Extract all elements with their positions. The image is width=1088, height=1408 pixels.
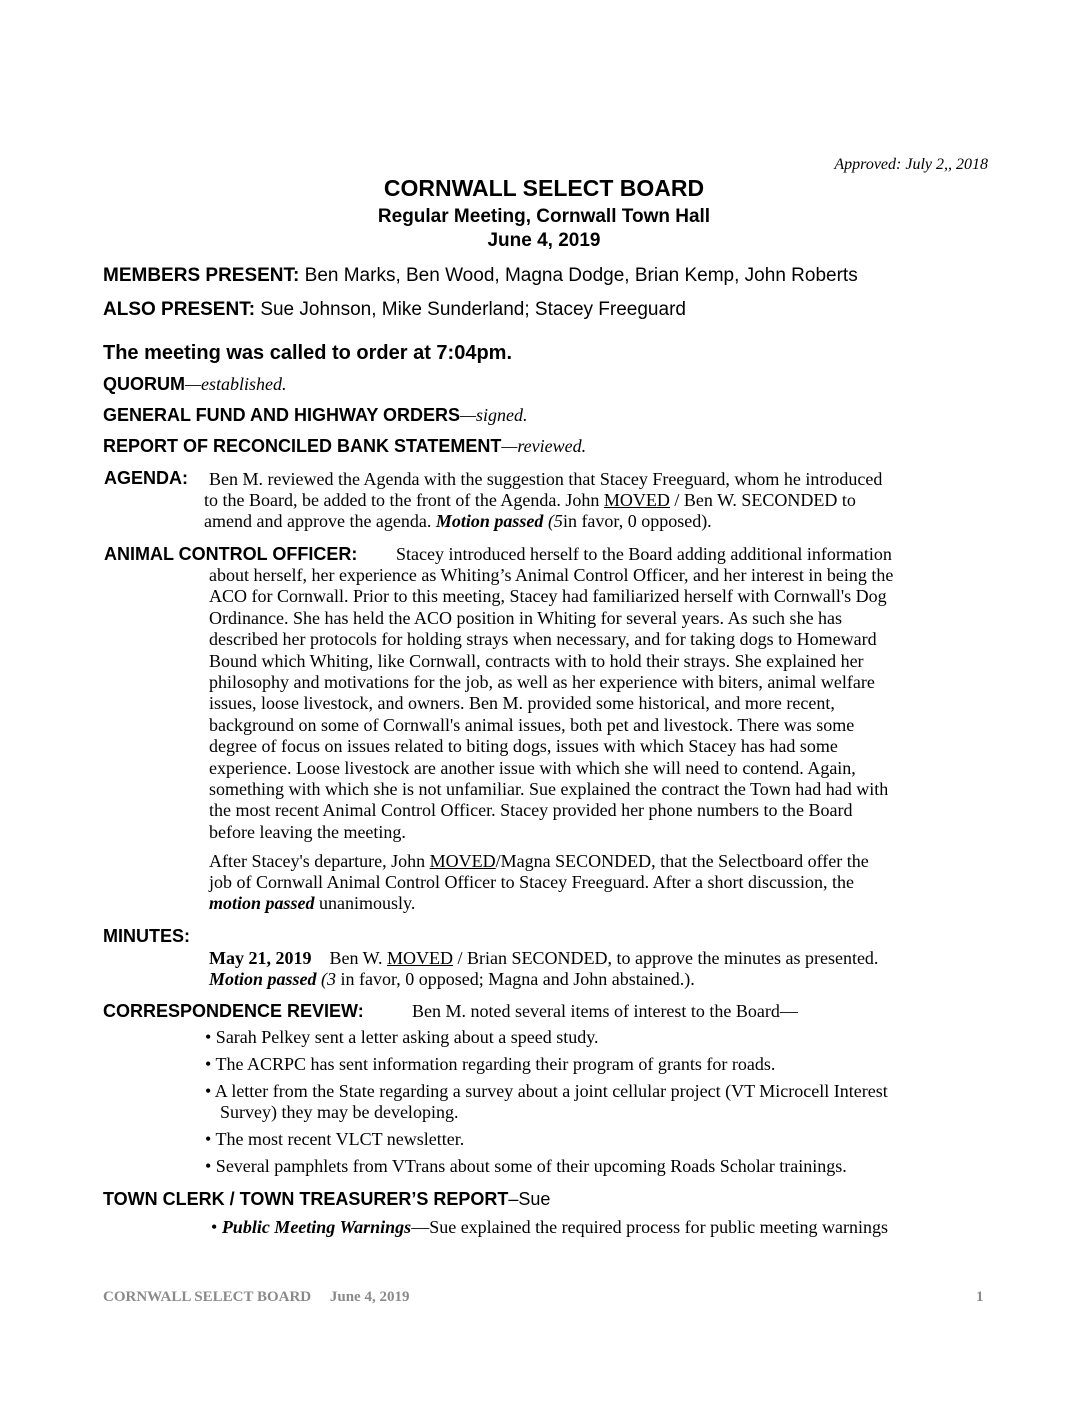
aco-paragraph-line: experience. Loose livestock are another issue with which she will need to contend. Again,	[209, 757, 856, 778]
minutes-line-1: May 21, 2019 Ben W. MOVED / Brian SECONDED, to approve the minutes as presented.	[209, 948, 879, 968]
motion-passed: Motion passed	[209, 969, 317, 989]
correspondence-item-continued: Survey) they may be developing.	[220, 1102, 459, 1122]
general-fund-value: —signed.	[460, 405, 528, 425]
moved-text: MOVED	[603, 490, 670, 510]
also-label: ALSO PRESENT:	[103, 299, 256, 320]
document-subtitle: Regular Meeting, Cornwall Town Hall	[377, 206, 711, 227]
minutes-heading: MINUTES:	[103, 926, 190, 946]
agenda-line-2: to the Board, be added to the front of the Agenda. John MOVED / Ben W. SECONDED to	[204, 490, 856, 510]
call-to-order: The meeting was called to order at 7:04pm.	[103, 342, 513, 364]
approval-note: Approved: July 2,, 2018	[834, 156, 988, 173]
aco-paragraph-line: before leaving the meeting.	[209, 821, 406, 842]
minutes-date: May 21, 2019	[209, 948, 312, 968]
aco-paragraph-line: Bound which Whiting, like Cornwall, contracts with to hold their strays. She explained her	[209, 650, 864, 671]
members-value: Ben Marks, Ben Wood, Magna Dodge, Brian Kemp, John Roberts	[304, 265, 858, 286]
aco-paragraph-line: ACO for Cornwall. Prior to this meeting, Stacey had familiarized herself with Cornwall's Dog	[209, 586, 887, 607]
quorum-label: QUORUM	[103, 374, 185, 394]
moved-text: MOVED	[429, 851, 496, 871]
bank-statement	[103, 436, 586, 457]
public-meeting-warnings-label: Public Meeting Warnings	[221, 1217, 412, 1237]
aco-p2-line-2: job of Cornwall Animal Control Officer to Stacey Freeguard. After a short discussion, the	[209, 872, 855, 892]
aco-paragraph-line: degree of focus on issues related to biting dogs, issues with which Stacey has had some	[209, 736, 838, 757]
motion-passed: motion passed	[209, 893, 315, 913]
town-clerk-item: • Public Meeting Warnings—Sue explained the required process for public meeting warnings	[211, 1217, 889, 1237]
members-label: MEMBERS PRESENT:	[103, 265, 300, 286]
correspondence-item: • The ACRPC has sent information regarding their program of grants for roads.	[205, 1054, 776, 1074]
general-fund-label: GENERAL FUND AND HIGHWAY ORDERS	[103, 405, 461, 425]
quorum-value: —established.	[185, 374, 287, 394]
aco-first-line: Stacey introduced herself to the Board adding additional information	[396, 544, 892, 564]
correspondence-item: • The most recent VLCT newsletter.	[205, 1129, 465, 1149]
members-present	[103, 265, 858, 287]
aco-paragraph-line: issues, loose livestock, and owners. Ben M. provided some historical, and more recent,	[209, 693, 835, 714]
meeting-date: June 4, 2019	[487, 230, 601, 251]
aco-paragraph-line: described her protocols for holding strays when necessary, and for taking dogs to Homeward	[209, 629, 877, 650]
town-clerk-heading: TOWN CLERK / TOWN TREASURER’S REPORT–Sue	[103, 1189, 551, 1209]
aco-paragraph-line: about herself, her experience as Whiting’s Animal Control Officer, and her interest in being the	[209, 565, 894, 585]
correspondence-intro: Ben M. noted several items of interest to the Board—	[412, 1001, 798, 1021]
also-present	[103, 299, 686, 321]
agenda-line-1: Ben M. reviewed the Agenda with the suggestion that Stacey Freeguard, whom he introduced	[209, 469, 883, 489]
correspondence-item: • Several pamphlets from VTrans about some of their upcoming Roads Scholar trainings.	[205, 1156, 847, 1176]
correspondence-heading: CORRESPONDENCE REVIEW:	[103, 1001, 364, 1021]
aco-paragraph-line: philosophy and motivations for the job, as well as her experience with biters, animal welfare	[209, 672, 875, 692]
document-title: CORNWALL SELECT BOARD	[383, 175, 705, 201]
moved-text: MOVED	[387, 948, 454, 968]
bank-label: REPORT OF RECONCILED BANK STATEMENT	[103, 436, 502, 456]
agenda-heading: AGENDA:	[104, 468, 188, 488]
general-fund	[103, 405, 528, 426]
quorum	[103, 374, 287, 395]
aco-paragraph-line: background on some of Cornwall's animal issues, both pet and livestock. There was some	[209, 714, 855, 735]
page-footer	[103, 1289, 409, 1306]
footer-date: June 4, 2019	[329, 1289, 410, 1305]
aco-p2-line-3: motion passed unanimously.	[209, 893, 416, 913]
aco-paragraph-line: the most recent Animal Control Officer. Stacey provided her phone numbers to the Board	[209, 800, 853, 821]
page-number: 1	[976, 1289, 984, 1305]
agenda-line-3: amend and approve the agenda. Motion passed (5in favor, 0 opposed).	[204, 511, 712, 531]
correspondence-item: • A letter from the State regarding a survey about a joint cellular project (VT Microcell Interest	[205, 1081, 888, 1101]
also-value: Sue Johnson, Mike Sunderland; Stacey Freeguard	[260, 299, 686, 320]
aco-p2-line-1: After Stacey's departure, John MOVED/Magna SECONDED, that the Selectboard offer the	[209, 851, 869, 871]
aco-paragraph-line: Ordinance. She has held the ACO position in Whiting for several years. As such she has	[209, 607, 843, 628]
minutes-line-2: Motion passed (3 in favor, 0 opposed; Magna and John abstained.).	[209, 969, 695, 989]
motion-passed: Motion passed	[435, 511, 544, 531]
correspondence-item: • Sarah Pelkey sent a letter asking about a speed study.	[205, 1027, 599, 1047]
footer-title: CORNWALL SELECT BOARD	[103, 1289, 312, 1305]
aco-heading: ANIMAL CONTROL OFFICER:	[104, 544, 358, 564]
bank-value: —reviewed.	[501, 436, 587, 456]
aco-paragraph-line: something with which she is not unfamiliar. Sue explained the contract the Town had had with	[209, 779, 889, 799]
